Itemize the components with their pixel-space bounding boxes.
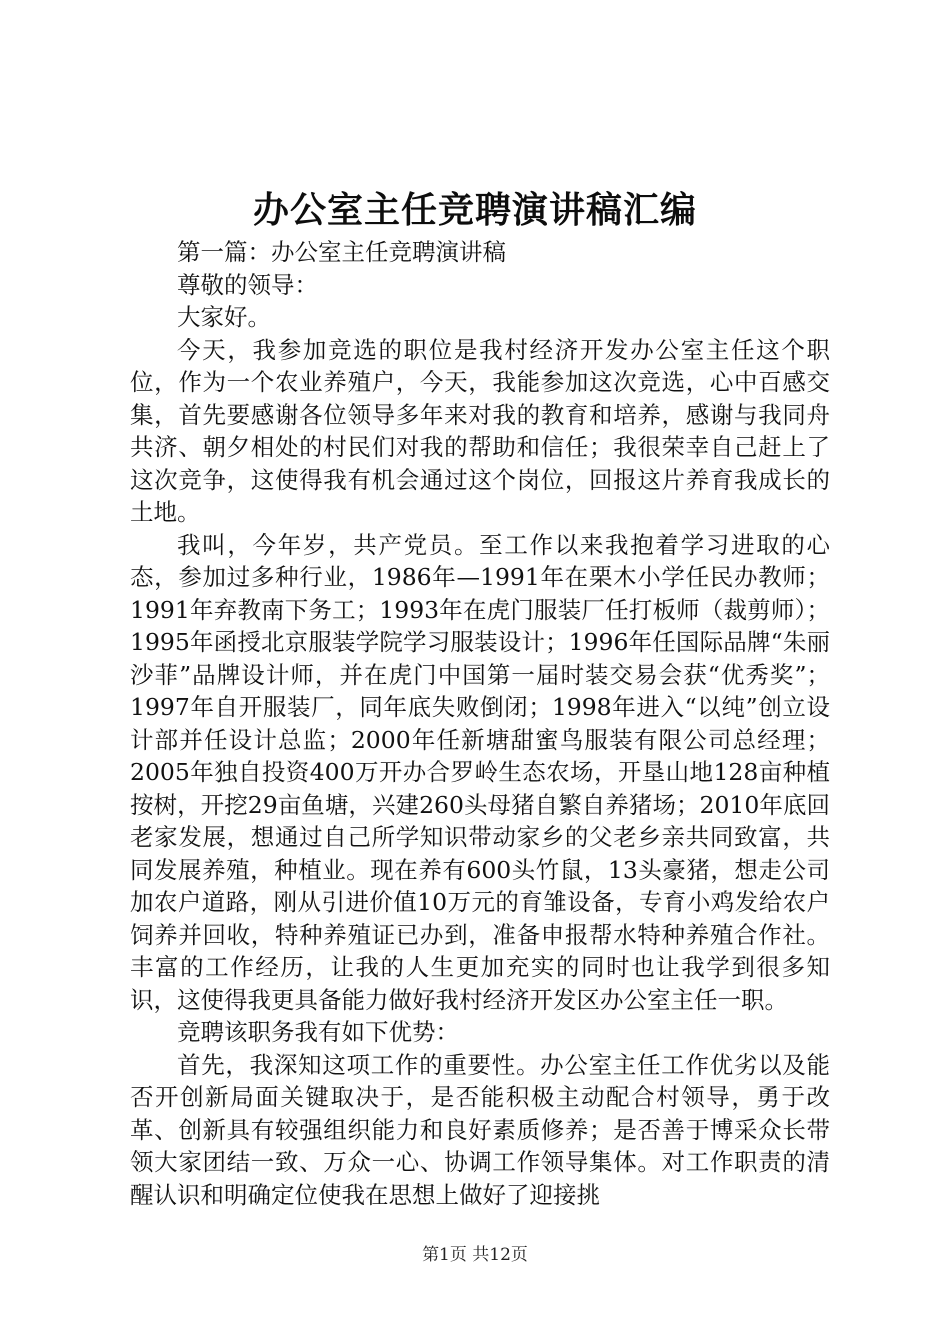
paragraph-biography: 我叫，今年岁，共产党员。至工作以来我抱着学习进取的心态，参加过多种行业，1986年—1991年在栗木小学任民办教师；1991年弃教南下务工；1993年在虎门服装厂任打板师（裁剪师）；1995年函授北京服装学院学习服装设计；1996年任国际品牌“朱丽沙菲”品牌设计师，并在虎门中国第一届时装交易会获“优秀奖”；1997年自开服装厂，同年底失败倒闭；1998年进入“以纯”创立设计部并任设计总监；2000年任新塘甜蜜鸟服装有限公司总经理；2005年独自投资400万开办合罗岭生态农场，开垦山地128亩种植按树，开挖29亩鱼塘，兴建260头母猪自繁自养猪场；2010年底回老家发展，想通过自己所学知识带动家乡的父老乡亲共同致富，共同发展养殖，种植业。现在养有600头竹鼠，13头豪猪，想走公司加农户道路，刚从引进价值10万元的育雏设备，专育小鸡发给农户饲养并回收，特种养殖证已办到，准备申报帮水特种养殖合作社。丰富的工作经历，让我的人生更加充实的同时也让我学到很多知识，这使得我更具备能力做好我村经济开发区办公室主任一职。 [130,530,830,1014]
paragraph-intro: 今天，我参加竞选的职位是我村经济开发办公室主任这个职位，作为一个农业养殖户，今天，我能参加这次竞选，心中百感交集，首先要感谢各位领导多年来对我的教育和培养，感谢与我同舟共济、朝夕相处的村民们对我的帮助和信任；我很荣幸自己赶上了这次竞争，这使得我有机会通过这个岗位，回报这片养育我成长的土地。 [130,335,830,526]
paragraph-first-advantage: 首先，我深知这项工作的重要性。办公室主任工作优劣以及能否开创新局面关键取决于，是否能积极主动配合村领导，勇于改革、创新具有较强组织能力和良好素质修养；是否善于博采众长带领大家团结一致、万众一心、协调工作领导集体。对工作职责的清醒认识和明确定位使我在思想上做好了迎接挑 [130,1050,830,1209]
page-footer [0,1243,950,1267]
page-total: 共12页 [472,1245,528,1265]
greeting: 大家好。 [177,303,271,331]
paragraph-advantages-heading: 竞聘该职务我有如下优势： [177,1018,459,1046]
document-title: 办公室主任竞聘演讲稿汇编 [252,189,697,231]
page-number: 第1页 [422,1245,467,1265]
salutation: 尊敬的领导： [177,270,318,299]
document-body [130,236,830,1211]
section-heading: 第一篇：办公室主任竞聘演讲稿 [177,238,506,266]
